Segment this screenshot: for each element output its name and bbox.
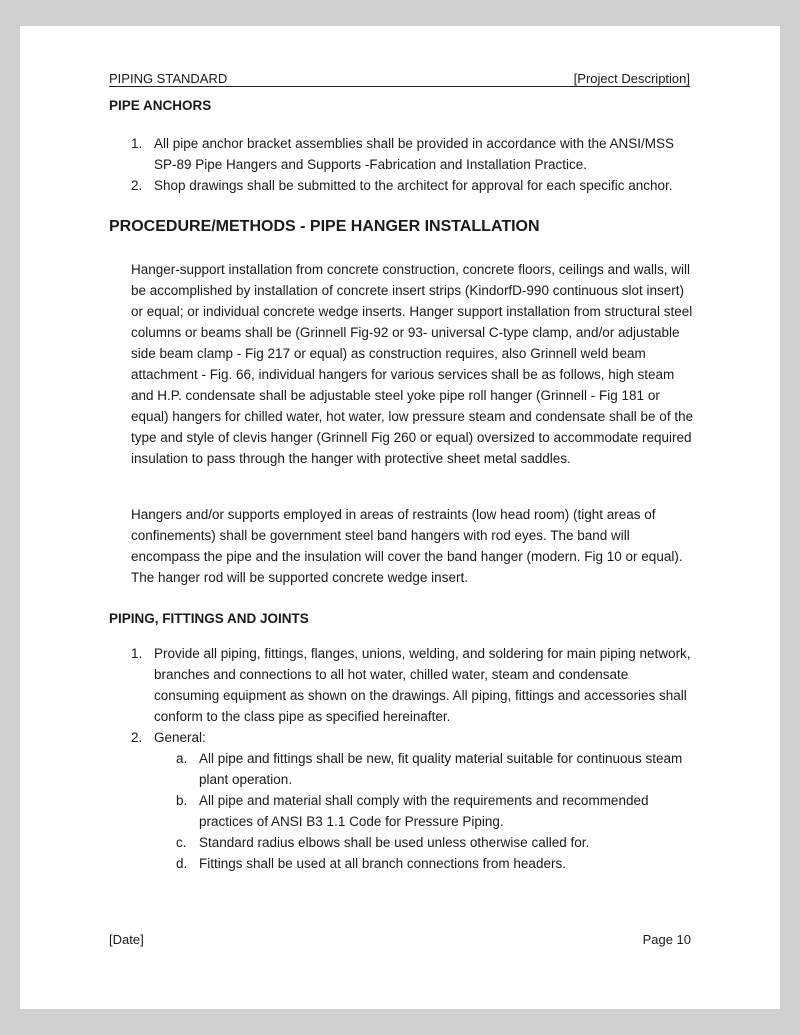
sublist-marker: a.	[176, 751, 188, 766]
list-item-text: Provide all piping, fittings, flanges, unions, welding, and soldering for main piping network, branches and connections to all hot water, chilled water, steam and condensate consuming equipment as shown on the drawings. All piping, fittings and accessories shall conform to the class pipe as specified hereinafter.	[154, 646, 691, 724]
sublist-item	[176, 790, 691, 832]
sublist-marker: d.	[176, 856, 188, 871]
sublist-item	[176, 748, 691, 790]
list-marker: 1.	[131, 646, 143, 661]
document-page	[20, 26, 780, 1009]
pipe-anchors-list	[131, 133, 691, 196]
header-project: [Project Description]	[573, 71, 690, 86]
footer-page-number: Page 10	[642, 932, 691, 947]
footer-date: [Date]	[109, 932, 144, 947]
header-title: PIPING STANDARD	[109, 71, 228, 86]
list-item	[131, 727, 691, 874]
sublist-marker: b.	[176, 793, 188, 808]
list-item-text: General:	[154, 730, 206, 745]
general-sublist	[176, 748, 691, 874]
list-item	[131, 133, 691, 175]
sublist-item-text: Standard radius elbows shall be used unless otherwise called for.	[199, 835, 590, 850]
sublist-item-text: All pipe and fittings shall be new, fit quality material suitable for continuous steam plant operation.	[199, 751, 683, 787]
sublist-item	[176, 853, 691, 874]
list-marker: 2.	[131, 178, 143, 193]
pipe-anchors-heading: PIPE ANCHORS	[109, 98, 212, 113]
procedure-heading: PROCEDURE/METHODS - PIPE HANGER INSTALLATION	[109, 218, 540, 235]
sublist-item	[176, 832, 691, 853]
sublist-marker: c.	[176, 835, 187, 850]
list-marker: 1.	[131, 136, 143, 151]
piping-list	[131, 643, 691, 874]
list-item-text: All pipe anchor bracket assemblies shall be provided in accordance with the ANSI/MSS SP-89 Pipe Hangers and Supports -Fabrication and Installation Practice.	[154, 136, 675, 172]
list-item	[131, 643, 691, 727]
sublist-item-text: Fittings shall be used at all branch connections from headers.	[199, 856, 566, 871]
list-item-text: Shop drawings shall be submitted to the architect for approval for each specific anchor.	[154, 178, 673, 193]
list-item	[131, 175, 691, 196]
procedure-paragraph-2: Hangers and/or supports employed in areas of restraints (low head room) (tight areas of confinements) shall be government steel band hangers with rod eyes. The band will encompass the pipe and the insulation will cover the band hanger (modern. Fig 10 or equal). The hanger rod will be supported concrete wedge insert.	[131, 507, 683, 585]
list-marker: 2.	[131, 730, 143, 745]
page-header	[109, 71, 690, 87]
sublist-item-text: All pipe and material shall comply with the requirements and recommended practices of ANSI B3 1.1 Code for Pressure Piping.	[199, 793, 649, 829]
piping-heading: PIPING, FITTINGS AND JOINTS	[109, 611, 309, 626]
procedure-paragraph-1: Hanger-support installation from concrete construction, concrete floors, ceilings and walls, will be accomplished by installation of concrete insert strips (KindorfD-990 continuous slot insert) or equal; or individual concrete wedge inserts. Hanger support installation from structural steel columns or beams shall be (Grinnell Fig-92 or 93- universal C-type clamp, and/or adjustable side beam clamp - Fig 217 or equal) as construction requires, also Grinnell weld beam attachment - Fig. 66, individual hangers for various services shall be as follows, high steam and H.P. condensate shall be adjustable steel yoke pipe roll hanger (Grinnell - Fig 181 or equal) hangers for chilled water, hot water, low pressure steam and condensate shall be of the type and style of clevis hanger (Grinnell Fig 260 or equal) oversized to accommodate required insulation to pass through the hanger with protective sheet metal saddles.	[131, 262, 694, 466]
